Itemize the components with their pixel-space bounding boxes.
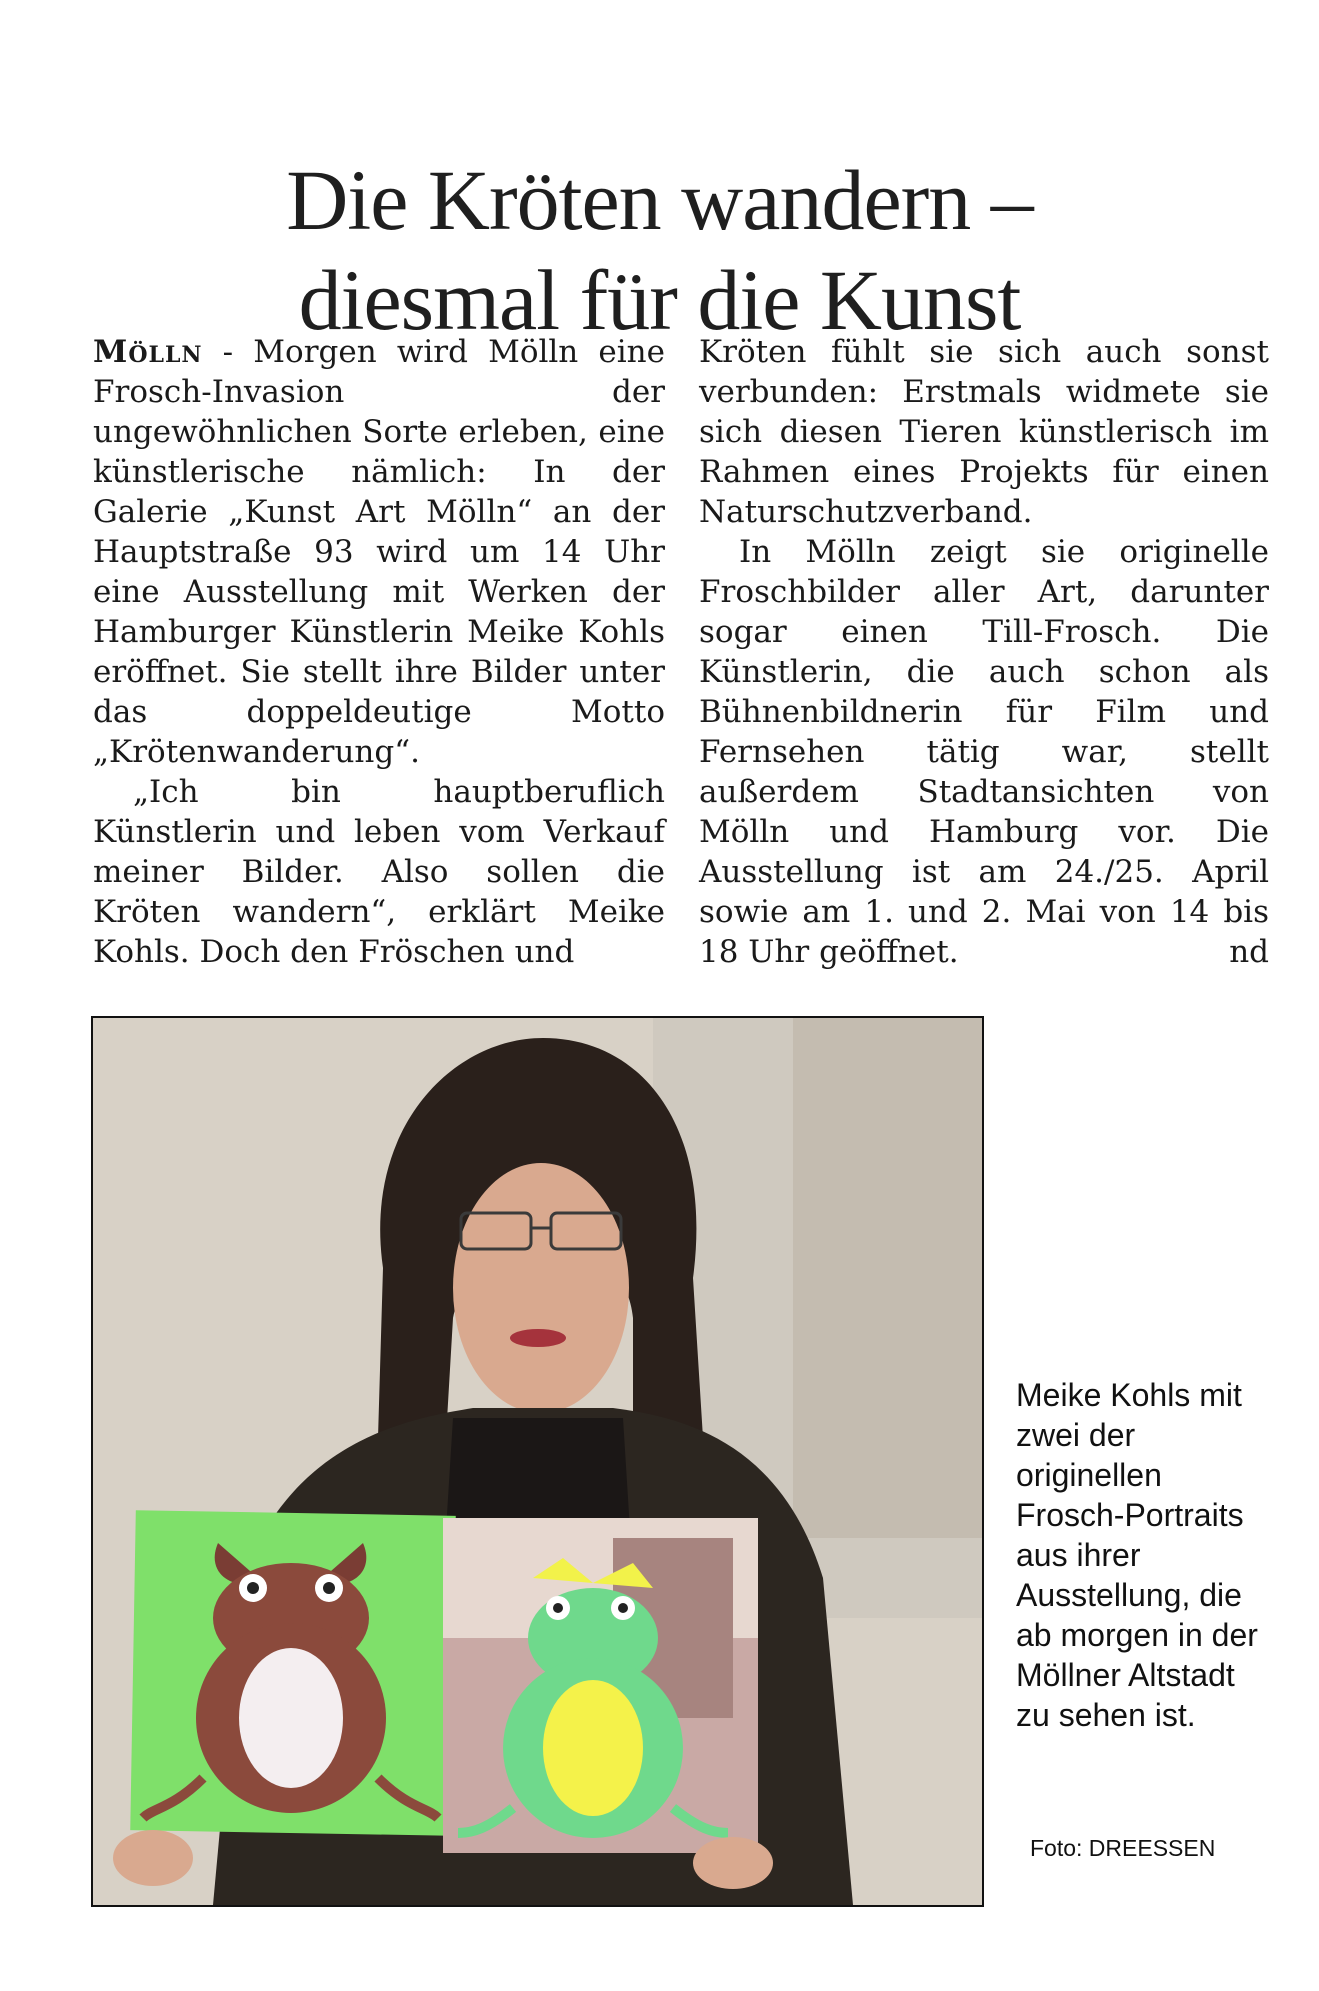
article-column-left bbox=[93, 332, 665, 972]
article-photo bbox=[91, 1016, 984, 1907]
article-paragraph-2: „Ich bin hauptberuflich Künstlerin und leben vom Verkauf meiner Bilder. Also sollen die Kröten wandern“, erklärt Meike Kohls. Doch den Fröschen und bbox=[93, 774, 665, 970]
photo-caption: Meike Kohls mit zwei der originellen Frosch-Portraits aus ihrer Ausstellung, die ab morgen in der Möllner Altstadt zu sehen ist. bbox=[1016, 1377, 1258, 1733]
paragraph-4-text: In Mölln zeigt sie originelle Froschbilder aller Art, darunter sogar einen Till-Frosch. Die Künstlerin, die auch schon als Bühnenbildnerin für Film und Fernsehen tätig war, stellt außerdem Stadtansichten von Mölln und Hamburg vor. Die Ausstellung ist am 24./25. April sowie am 1. und 2. Mai von 14 bis 18 Uhr geöffnet. bbox=[699, 534, 1269, 970]
painting-brown-frog bbox=[130, 1510, 456, 1836]
dateline: Mölln bbox=[93, 334, 203, 370]
photo-credit: Foto: DREESSEN bbox=[1030, 1835, 1216, 1861]
author-signature: nd bbox=[1229, 934, 1269, 970]
photo-artist-with-frog-paintings bbox=[93, 1018, 982, 1905]
article-paragraph-1 bbox=[93, 332, 665, 772]
article-paragraph-4 bbox=[699, 532, 1269, 972]
article-headline bbox=[0, 150, 1319, 350]
paragraph-1-text: - Morgen wird Mölln eine Frosch-Invasion der ungewöhnlichen Sorte erleben, eine künstlerische nämlich: In der Galerie „Kunst Art Mölln“ an der Hauptstraße 93 wird um 14 Uhr eine Ausstellung mit Werken der Hamburger Künstlerin Meike Kohls eröffnet. Sie stellt ihre Bilder unter das doppeldeutige Motto „Krötenwanderung“. bbox=[93, 334, 665, 770]
painting-green-frog bbox=[443, 1518, 758, 1853]
article-column-right bbox=[699, 332, 1269, 972]
article-paragraph-3: Kröten fühlt sie sich auch sonst verbunden: Erstmals widmete sie sich diesen Tieren künstlerisch im Rahmen eines Projekts für einen Naturschutzverband. bbox=[699, 334, 1269, 530]
headline-line-2: diesmal für die Kunst bbox=[298, 251, 1021, 348]
headline-line-1: Die Kröten wandern – bbox=[286, 151, 1033, 248]
